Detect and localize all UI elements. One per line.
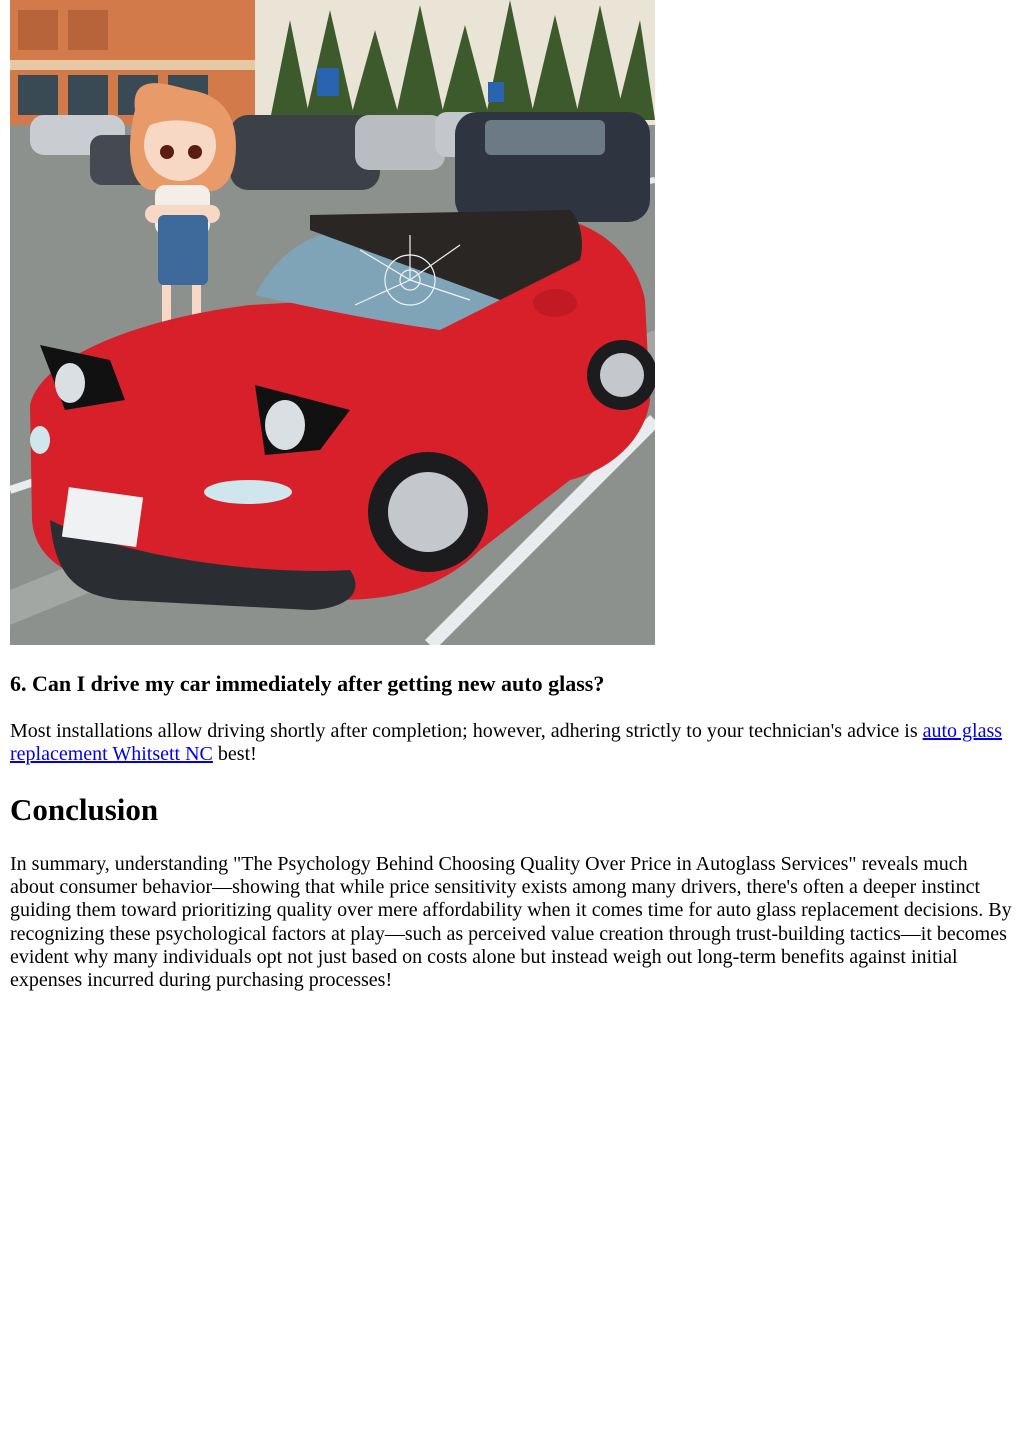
faq-question-heading: 6. Can I drive my car immediately after getting new auto glass?: [10, 671, 605, 696]
conclusion-heading: Conclusion: [10, 792, 159, 827]
article: [10, 0, 1014, 992]
auto-glass-replacement-link[interactable]: auto glass replacement Whitsett NC: [10, 720, 1003, 765]
hero-illustration: [10, 0, 655, 645]
faq-answer-ending: best!: [212, 743, 257, 765]
faq-answer-text: Most installations allow driving shortly after completion; however, adhering strictly to your technician's advice is: [10, 720, 923, 742]
faq-answer: [10, 720, 1014, 766]
conclusion-body: In summary, understanding "The Psychology Behind Choosing Quality Over Price in Autoglass Services" reveals much about consumer behavior—showing that while price sensitivity exists among many drivers, there's often a deeper instinct guiding them toward prioritizing quality over mere affordability when it comes time for auto glass replacement decisions. By recognizing these psychological factors at play—such as perceived value creation through trust-building tactics—it becomes evident why many individuals opt not just based on costs alone but instead weigh out long-term benefits against initial expenses incurred during purchasing processes!: [10, 853, 1012, 992]
